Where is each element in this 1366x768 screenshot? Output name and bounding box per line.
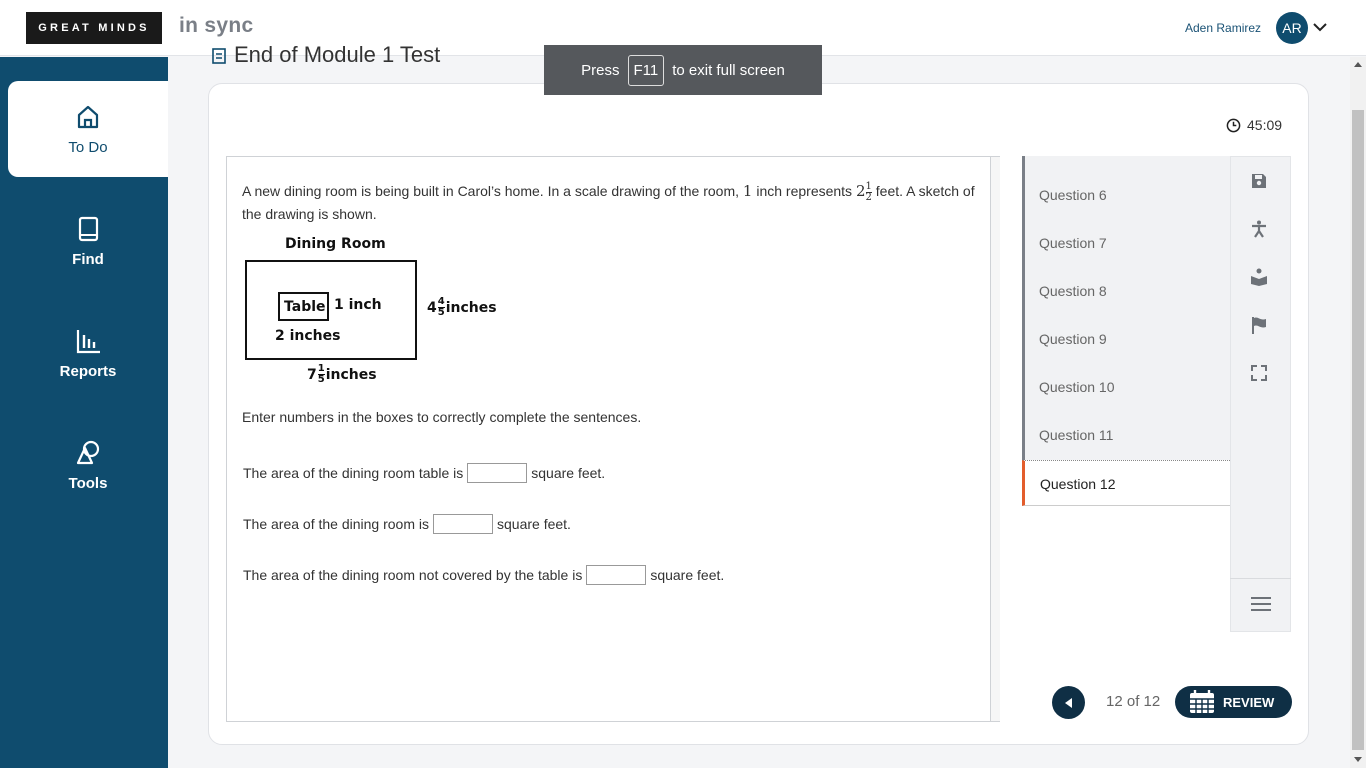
product-name: in sync — [179, 14, 254, 37]
book-icon — [74, 215, 102, 243]
question-scrollbar[interactable] — [990, 157, 1000, 721]
prompt-mixed-whole: 2 — [855, 182, 866, 200]
reader-icon[interactable] — [1249, 267, 1269, 287]
timer — [1226, 117, 1282, 133]
page-title: End of Module 1 Test — [234, 42, 441, 67]
prompt-text: feet. A sketch of the drawing is shown. — [242, 183, 975, 222]
question-item-active[interactable]: Question 12 — [1022, 460, 1230, 506]
sidebar-item-label: Find — [72, 250, 104, 268]
sidebar-item-todo[interactable] — [8, 81, 168, 177]
answer-sentence-2: The area of the dining room is square feet. — [243, 516, 571, 532]
prompt-fraction: $\frac{1}{2}$ — [865, 180, 872, 203]
shapes-icon — [74, 439, 102, 467]
sidebar-item-label: Tools — [68, 474, 108, 492]
answer-input-room-area[interactable] — [433, 514, 493, 534]
room-height-label: 4 $\frac{4}{5}$ inches — [427, 296, 497, 318]
question-item[interactable]: Question 10 — [1039, 379, 1115, 395]
user-name[interactable]: Aden Ramirez — [1185, 21, 1262, 35]
scrollbar-thumb[interactable] — [1352, 110, 1364, 750]
question-item[interactable]: Question 7 — [1039, 235, 1107, 251]
diagram-title: Dining Room — [285, 236, 386, 252]
prompt-text: A new dining room is being built in Carol’s home. In a scale drawing of the room, — [242, 183, 740, 199]
flag-icon[interactable] — [1249, 315, 1269, 335]
sidebar-item-reports[interactable] — [8, 305, 168, 401]
divider — [1230, 578, 1291, 579]
chevron-down-icon[interactable] — [1312, 19, 1328, 35]
question-item[interactable]: Question 11 — [1039, 427, 1114, 443]
table-length-label: 2 inches — [275, 328, 341, 344]
table-label: Table — [284, 299, 326, 315]
table-width-label: 1 inch — [334, 297, 382, 313]
scroll-down-icon[interactable] — [1354, 757, 1362, 762]
question-prompt — [242, 180, 982, 225]
question-item[interactable]: Question 9 — [1039, 331, 1107, 347]
previous-question-button[interactable] — [1052, 686, 1085, 719]
avatar[interactable]: AR — [1276, 12, 1308, 44]
prompt-number: 1 — [742, 182, 753, 200]
page-position: 12 of 12 — [1106, 693, 1161, 710]
save-icon[interactable] — [1249, 171, 1269, 191]
answer-input-table-area[interactable] — [467, 463, 527, 483]
sidebar-item-label: Reports — [59, 362, 117, 380]
question-item[interactable]: Question 6 — [1039, 187, 1107, 203]
review-button[interactable]: REVIEW — [1175, 686, 1292, 718]
instruction-text: Enter numbers in the boxes to correctly complete the sentences. — [242, 409, 642, 425]
answer-sentence-3: The area of the dining room not covered by the table is square feet. — [243, 567, 725, 583]
calendar-icon — [1189, 690, 1215, 714]
triangle-left-icon — [1062, 696, 1076, 710]
timer-value: 45:09 — [1247, 117, 1283, 133]
accessibility-icon[interactable] — [1249, 219, 1269, 239]
sidebar-item-tools[interactable] — [8, 417, 168, 513]
fullscreen-toast: Press F11 to exit full screen — [544, 45, 822, 95]
fullscreen-icon[interactable] — [1249, 363, 1269, 383]
sidebar-item-label: To Do — [68, 138, 108, 156]
sidebar-item-find[interactable] — [8, 193, 168, 289]
answer-sentence-1: The area of the dining room table is square feet. — [243, 465, 606, 481]
scroll-up-icon[interactable] — [1354, 62, 1362, 67]
clock-icon — [1226, 118, 1241, 133]
menu-icon[interactable] — [1250, 594, 1272, 614]
document-icon — [212, 48, 226, 64]
great-minds-logo[interactable]: GREAT MINDS — [26, 12, 162, 44]
answer-input-uncovered-area[interactable] — [586, 565, 646, 585]
bar-chart-icon — [74, 327, 102, 355]
f11-key: F11 — [628, 55, 665, 86]
room-rectangle — [245, 260, 417, 360]
question-item[interactable]: Question 8 — [1039, 283, 1107, 299]
home-icon — [74, 103, 102, 131]
room-width-label: 7 $\frac{1}{5}$ inches — [307, 363, 377, 385]
prompt-text: inch represents — [756, 183, 853, 199]
